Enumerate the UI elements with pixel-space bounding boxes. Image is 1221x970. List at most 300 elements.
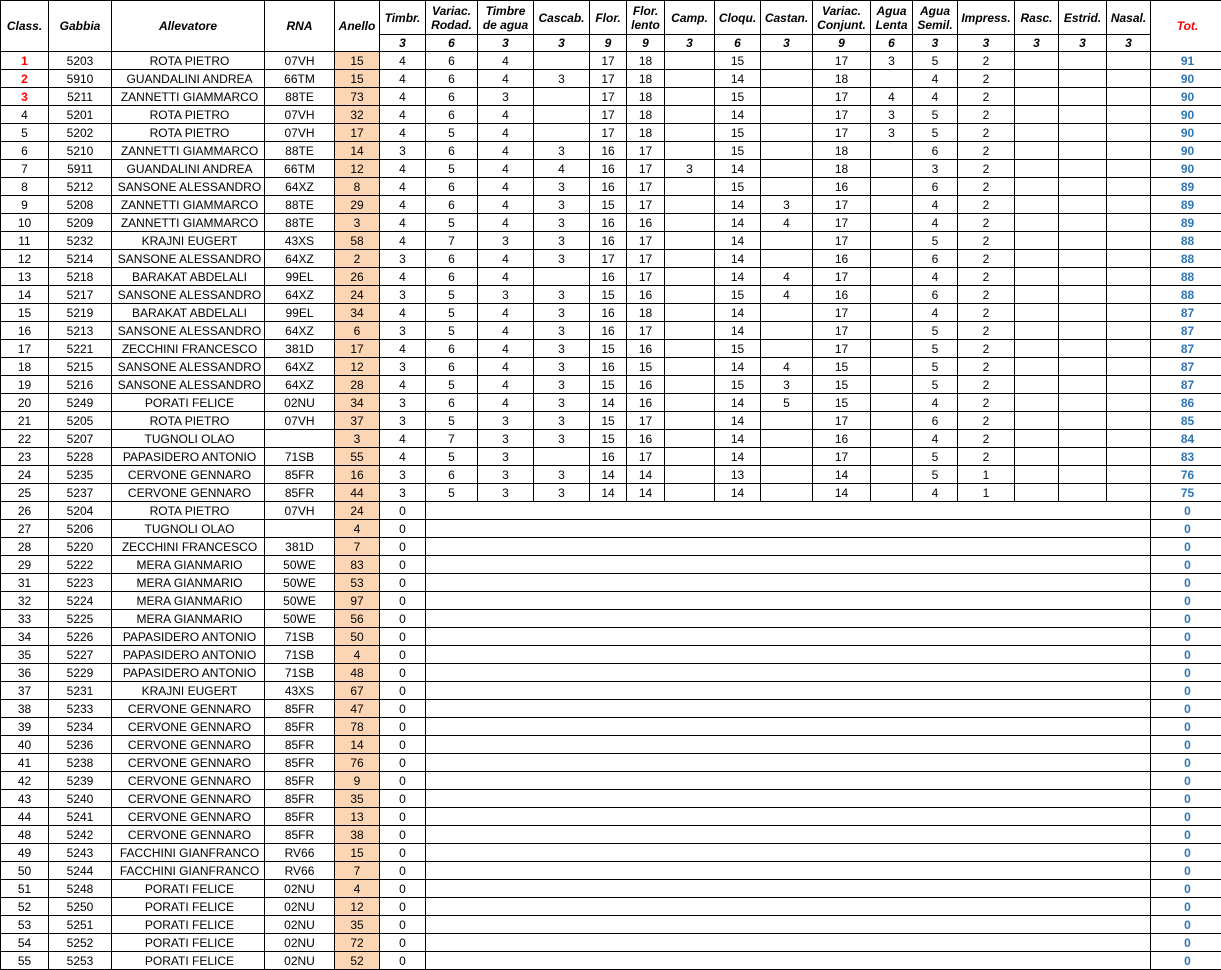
empty-cell [1107, 502, 1151, 520]
rna-cell: 71SB [265, 628, 335, 646]
score-cell [1059, 358, 1107, 376]
ring-cell: 24 [335, 286, 380, 304]
empty-cell [715, 718, 761, 736]
rna-cell: 07VH [265, 124, 335, 142]
empty-cell [478, 556, 534, 574]
score-cell: 4 [380, 106, 426, 124]
empty-cell [761, 844, 813, 862]
header-score: Flor. [590, 1, 627, 35]
cage-cell: 5241 [49, 808, 112, 826]
score-cell: 15 [590, 196, 627, 214]
empty-cell [958, 826, 1015, 844]
score-cell: 2 [958, 304, 1015, 322]
breeder-cell: MERA GIANMARIO [112, 610, 265, 628]
empty-cell [534, 880, 590, 898]
score-cell: 1 [958, 466, 1015, 484]
score-cell: 6 [913, 412, 958, 430]
ring-cell: 12 [335, 160, 380, 178]
score-cell [1107, 214, 1151, 232]
empty-cell [1107, 736, 1151, 754]
empty-cell [478, 826, 534, 844]
empty-cell [1059, 916, 1107, 934]
breeder-cell: SANSONE ALESSANDRO [112, 286, 265, 304]
score-cell [871, 142, 913, 160]
empty-cell [478, 646, 534, 664]
coef: 9 [590, 35, 627, 52]
score-cell: 5 [913, 106, 958, 124]
empty-cell [627, 754, 665, 772]
score-cell: 4 [913, 88, 958, 106]
empty-cell [715, 772, 761, 790]
score-cell: 0 [380, 826, 426, 844]
score-cell [1015, 70, 1059, 88]
score-cell: 4 [871, 88, 913, 106]
score-cell [1107, 358, 1151, 376]
table-row [1, 502, 1221, 520]
score-cell: 16 [813, 178, 871, 196]
empty-cell [871, 628, 913, 646]
score-cell: 4 [913, 196, 958, 214]
score-cell [1059, 196, 1107, 214]
ring-cell: 55 [335, 448, 380, 466]
score-cell: 16 [590, 322, 627, 340]
breeder-cell: BARAKAT ABDELALI [112, 304, 265, 322]
score-cell: 6 [426, 106, 478, 124]
empty-cell [426, 538, 478, 556]
empty-cell [478, 754, 534, 772]
empty-cell [426, 574, 478, 592]
score-cell [1107, 178, 1151, 196]
empty-cell [665, 538, 715, 556]
total-cell: 0 [1151, 862, 1221, 880]
score-cell [871, 160, 913, 178]
empty-cell [1015, 718, 1059, 736]
empty-cell [627, 700, 665, 718]
empty-cell [871, 826, 913, 844]
empty-cell [1015, 754, 1059, 772]
empty-cell [813, 502, 871, 520]
empty-cell [1059, 862, 1107, 880]
empty-cell [813, 538, 871, 556]
rna-cell: 88TE [265, 142, 335, 160]
empty-cell [426, 790, 478, 808]
empty-cell [665, 664, 715, 682]
total-cell: 89 [1151, 214, 1221, 232]
score-cell: 17 [813, 52, 871, 70]
table-row [1, 178, 1221, 196]
score-cell: 4 [380, 448, 426, 466]
score-cell: 2 [958, 52, 1015, 70]
score-cell: 14 [715, 358, 761, 376]
score-cell: 4 [380, 70, 426, 88]
empty-cell [534, 718, 590, 736]
empty-cell [627, 502, 665, 520]
total-cell: 0 [1151, 826, 1221, 844]
empty-cell [665, 592, 715, 610]
score-cell: 3 [380, 412, 426, 430]
empty-cell [426, 772, 478, 790]
empty-cell [715, 754, 761, 772]
cage-cell: 5234 [49, 718, 112, 736]
coef: 9 [813, 35, 871, 52]
score-cell: 2 [958, 358, 1015, 376]
empty-cell [627, 808, 665, 826]
breeder-cell: ZECCHINI FRANCESCO [112, 538, 265, 556]
score-cell [1015, 124, 1059, 142]
score-cell: 14 [715, 268, 761, 286]
table-row [1, 448, 1221, 466]
empty-cell [534, 682, 590, 700]
breeder-cell: CERVONE GENNARO [112, 718, 265, 736]
ring-cell: 7 [335, 862, 380, 880]
total-cell: 0 [1151, 502, 1221, 520]
score-cell: 17 [590, 70, 627, 88]
empty-cell [665, 556, 715, 574]
rank-cell: 4 [1, 106, 49, 124]
empty-cell [1059, 952, 1107, 970]
score-cell [1015, 142, 1059, 160]
score-cell: 0 [380, 754, 426, 772]
empty-cell [761, 862, 813, 880]
rna-cell: 88TE [265, 88, 335, 106]
score-cell: 6 [913, 250, 958, 268]
score-cell [1107, 124, 1151, 142]
coef: 3 [534, 35, 590, 52]
empty-cell [426, 556, 478, 574]
empty-cell [1107, 682, 1151, 700]
empty-cell [761, 718, 813, 736]
table-row [1, 70, 1221, 88]
total-cell: 0 [1151, 628, 1221, 646]
breeder-cell: KRAJNI EUGERT [112, 682, 265, 700]
empty-cell [913, 772, 958, 790]
empty-cell [478, 790, 534, 808]
total-cell: 87 [1151, 304, 1221, 322]
coef: 6 [871, 35, 913, 52]
table-row [1, 700, 1221, 718]
score-cell: 2 [958, 268, 1015, 286]
rna-cell: 88TE [265, 214, 335, 232]
breeder-cell: SANSONE ALESSANDRO [112, 322, 265, 340]
score-cell [1059, 412, 1107, 430]
score-cell [1015, 268, 1059, 286]
empty-cell [813, 862, 871, 880]
empty-cell [665, 772, 715, 790]
empty-cell [590, 700, 627, 718]
score-cell: 4 [380, 376, 426, 394]
breeder-cell: ZANNETTI GIAMMARCO [112, 88, 265, 106]
score-cell [1015, 196, 1059, 214]
empty-cell [1107, 664, 1151, 682]
score-cell [1107, 430, 1151, 448]
cage-cell: 5242 [49, 826, 112, 844]
ring-cell: 47 [335, 700, 380, 718]
score-cell: 3 [761, 196, 813, 214]
table-row [1, 808, 1221, 826]
score-cell: 4 [913, 268, 958, 286]
empty-cell [761, 916, 813, 934]
score-cell: 4 [913, 430, 958, 448]
rank-cell: 15 [1, 304, 49, 322]
header-score: Agua Semil. [913, 1, 958, 35]
score-cell: 15 [813, 358, 871, 376]
score-cell: 17 [590, 250, 627, 268]
score-cell [761, 340, 813, 358]
score-cell: 5 [913, 358, 958, 376]
score-cell: 17 [813, 106, 871, 124]
empty-cell [590, 880, 627, 898]
score-cell [1015, 178, 1059, 196]
score-cell: 5 [913, 124, 958, 142]
score-cell: 15 [715, 376, 761, 394]
score-cell: 6 [913, 142, 958, 160]
score-cell [1059, 376, 1107, 394]
score-cell: 3 [534, 142, 590, 160]
header-row [1, 1, 1221, 35]
empty-cell [1107, 916, 1151, 934]
empty-cell [715, 952, 761, 970]
empty-cell [913, 574, 958, 592]
score-cell: 4 [913, 394, 958, 412]
score-cell: 18 [627, 106, 665, 124]
empty-cell [534, 862, 590, 880]
cage-cell: 5248 [49, 880, 112, 898]
ring-cell: 50 [335, 628, 380, 646]
empty-cell [871, 718, 913, 736]
score-cell: 17 [813, 88, 871, 106]
ring-cell: 52 [335, 952, 380, 970]
cage-cell: 5240 [49, 790, 112, 808]
coef: 9 [627, 35, 665, 52]
ring-cell: 83 [335, 556, 380, 574]
score-cell: 3 [478, 466, 534, 484]
rank-cell: 50 [1, 862, 49, 880]
empty-cell [1059, 682, 1107, 700]
score-cell: 0 [380, 934, 426, 952]
cage-cell: 5206 [49, 520, 112, 538]
empty-cell [871, 574, 913, 592]
rank-cell: 23 [1, 448, 49, 466]
empty-cell [534, 916, 590, 934]
cage-cell: 5252 [49, 934, 112, 952]
score-cell [665, 178, 715, 196]
rna-cell: 02NU [265, 916, 335, 934]
score-cell: 0 [380, 538, 426, 556]
score-cell: 2 [958, 412, 1015, 430]
score-cell [871, 394, 913, 412]
ring-cell: 4 [335, 880, 380, 898]
empty-cell [813, 736, 871, 754]
score-cell: 16 [627, 394, 665, 412]
rank-cell: 25 [1, 484, 49, 502]
score-cell: 5 [913, 448, 958, 466]
empty-cell [627, 844, 665, 862]
rna-cell: 66TM [265, 70, 335, 88]
rank-cell: 1 [1, 52, 49, 70]
ring-cell: 34 [335, 394, 380, 412]
empty-cell [1059, 502, 1107, 520]
empty-cell [1059, 700, 1107, 718]
total-cell: 84 [1151, 430, 1221, 448]
empty-cell [590, 502, 627, 520]
breeder-cell: PORATI FELICE [112, 952, 265, 970]
empty-cell [1015, 574, 1059, 592]
empty-cell [871, 790, 913, 808]
empty-cell [913, 808, 958, 826]
empty-cell [478, 934, 534, 952]
breeder-cell: CERVONE GENNARO [112, 754, 265, 772]
score-cell [761, 70, 813, 88]
rank-cell: 18 [1, 358, 49, 376]
score-cell [665, 52, 715, 70]
rna-cell: 07VH [265, 502, 335, 520]
score-cell [1107, 394, 1151, 412]
score-cell: 3 [478, 88, 534, 106]
table-row [1, 790, 1221, 808]
empty-cell [813, 664, 871, 682]
score-cell [761, 430, 813, 448]
breeder-cell: FACCHINI GIANFRANCO [112, 862, 265, 880]
empty-cell [1059, 592, 1107, 610]
ring-cell: 76 [335, 754, 380, 772]
score-cell [871, 250, 913, 268]
empty-cell [913, 682, 958, 700]
rna-cell: 381D [265, 538, 335, 556]
breeder-cell: ZECCHINI FRANCESCO [112, 340, 265, 358]
rank-cell: 34 [1, 628, 49, 646]
header-total: Tot. [1151, 1, 1221, 52]
rna-cell: 85FR [265, 754, 335, 772]
empty-cell [665, 718, 715, 736]
empty-cell [958, 934, 1015, 952]
empty-cell [665, 880, 715, 898]
score-cell [871, 412, 913, 430]
score-cell: 5 [761, 394, 813, 412]
score-cell: 17 [813, 304, 871, 322]
breeder-cell: MERA GIANMARIO [112, 556, 265, 574]
table-row [1, 772, 1221, 790]
coef: 3 [1059, 35, 1107, 52]
empty-cell [761, 754, 813, 772]
empty-cell [426, 862, 478, 880]
score-cell: 15 [813, 376, 871, 394]
score-cell: 3 [534, 412, 590, 430]
empty-cell [813, 628, 871, 646]
table-row [1, 196, 1221, 214]
empty-cell [1015, 556, 1059, 574]
score-cell [1107, 196, 1151, 214]
score-cell [1059, 232, 1107, 250]
empty-cell [715, 592, 761, 610]
empty-cell [715, 628, 761, 646]
score-cell: 0 [380, 844, 426, 862]
empty-cell [1107, 610, 1151, 628]
empty-cell [761, 898, 813, 916]
empty-cell [871, 952, 913, 970]
score-cell: 3 [665, 160, 715, 178]
score-cell: 15 [590, 340, 627, 358]
rank-cell: 54 [1, 934, 49, 952]
score-cell: 0 [380, 808, 426, 826]
empty-cell [534, 898, 590, 916]
rna-cell: RV66 [265, 862, 335, 880]
empty-cell [534, 844, 590, 862]
empty-cell [478, 808, 534, 826]
empty-cell [1059, 646, 1107, 664]
empty-cell [871, 880, 913, 898]
rna-cell: 02NU [265, 880, 335, 898]
score-cell: 6 [426, 250, 478, 268]
score-cell: 17 [627, 250, 665, 268]
table-row [1, 358, 1221, 376]
score-cell: 5 [426, 412, 478, 430]
score-cell [1107, 484, 1151, 502]
rna-cell: 02NU [265, 934, 335, 952]
score-cell [1015, 232, 1059, 250]
empty-cell [871, 610, 913, 628]
score-cell: 0 [380, 592, 426, 610]
empty-cell [871, 682, 913, 700]
empty-cell [913, 718, 958, 736]
table-row [1, 160, 1221, 178]
table-row [1, 322, 1221, 340]
score-cell: 5 [426, 304, 478, 322]
empty-cell [1015, 772, 1059, 790]
empty-cell [958, 520, 1015, 538]
score-cell: 18 [627, 88, 665, 106]
header-score: Timbre de agua [478, 1, 534, 35]
score-cell: 4 [534, 160, 590, 178]
empty-cell [958, 502, 1015, 520]
empty-cell [627, 736, 665, 754]
score-cell: 15 [715, 52, 761, 70]
score-cell: 14 [813, 484, 871, 502]
score-cell: 18 [627, 124, 665, 142]
empty-cell [958, 916, 1015, 934]
coef: 3 [913, 35, 958, 52]
empty-cell [627, 574, 665, 592]
score-cell [761, 232, 813, 250]
empty-cell [913, 862, 958, 880]
score-cell: 0 [380, 952, 426, 970]
empty-cell [871, 862, 913, 880]
score-cell: 5 [426, 322, 478, 340]
score-cell: 16 [627, 376, 665, 394]
breeder-cell: TUGNOLI OLAO [112, 520, 265, 538]
cage-cell: 5229 [49, 664, 112, 682]
empty-cell [665, 610, 715, 628]
rna-cell: 99EL [265, 268, 335, 286]
ring-cell: 72 [335, 934, 380, 952]
score-cell [665, 376, 715, 394]
score-cell: 6 [426, 88, 478, 106]
empty-cell [665, 646, 715, 664]
total-cell: 88 [1151, 268, 1221, 286]
table-row [1, 718, 1221, 736]
empty-cell [958, 574, 1015, 592]
empty-cell [715, 808, 761, 826]
empty-cell [627, 790, 665, 808]
cage-cell: 5201 [49, 106, 112, 124]
empty-cell [761, 772, 813, 790]
header-score: Cloqu. [715, 1, 761, 35]
score-cell: 3 [913, 160, 958, 178]
score-cell: 4 [478, 250, 534, 268]
ring-cell: 17 [335, 340, 380, 358]
ring-cell: 7 [335, 538, 380, 556]
empty-cell [958, 862, 1015, 880]
score-cell: 15 [715, 124, 761, 142]
